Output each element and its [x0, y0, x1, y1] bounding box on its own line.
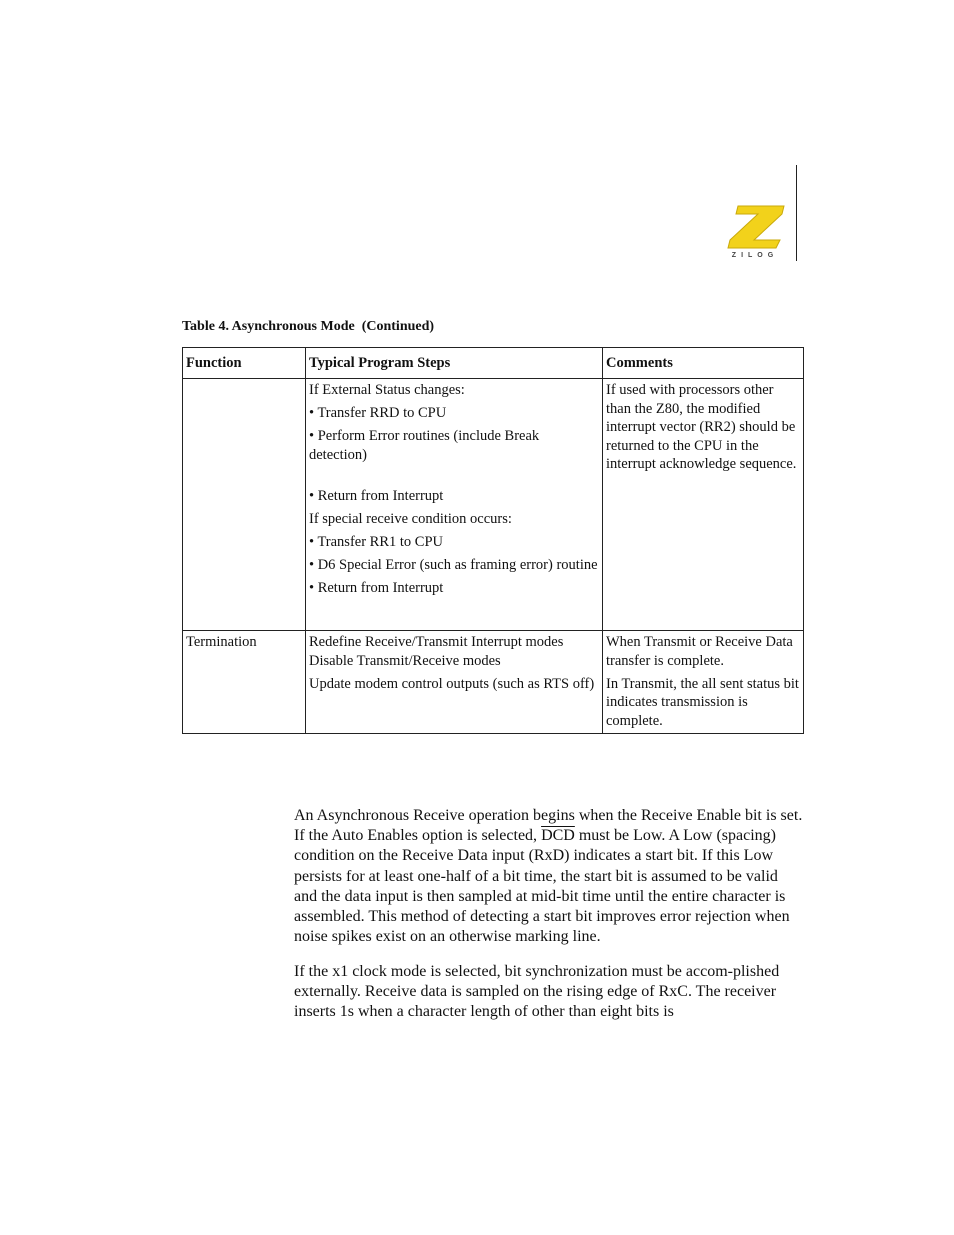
table-header-row — [183, 348, 804, 379]
table-row — [183, 379, 804, 631]
comment-line: In Transmit, the all sent status bit indicates transmission is complete. — [606, 675, 799, 729]
body-paragraph-clock: If the x1 clock mode is selected, bit synchronization must be accom-plished externally. Receive data is sampled on the rising edge of RxC. The receiver inserts 1s when a character length of other than eight bits is — [294, 963, 780, 1021]
paragraph-text: An Asynchronous Receive operation begins when the Receive Enable bit is set. If the Auto Enables option is selected, — [294, 807, 803, 845]
step-line: Update modem control outputs (such as RTS off) — [309, 675, 595, 692]
step-line: • Transfer RRD to CPU — [309, 405, 447, 421]
body-paragraph-receive — [294, 806, 804, 947]
steps-cell — [306, 379, 603, 631]
dcd-signal: $\overline{DCD}$ — [541, 827, 575, 845]
header-function: Function — [183, 348, 306, 379]
comments-cell — [603, 379, 804, 631]
step-line: • Transfer RR1 to CPU — [309, 533, 443, 550]
step-line: Redefine Receive/Transmit Interrupt modes Disable Transmit/Receive modes — [309, 634, 564, 669]
comment-line: When Transmit or Receive Data transfer is complete. — [606, 634, 793, 669]
header-rule — [796, 165, 797, 261]
zilog-logo-icon — [724, 202, 790, 264]
function-cell: Termination — [183, 631, 306, 734]
zilog-z-mark — [724, 202, 786, 250]
header-typical-program-steps: Typical Program Steps — [306, 348, 603, 379]
step-line: If special receive condition occurs: — [309, 510, 512, 527]
asynchronous-mode-table — [182, 347, 804, 734]
header-comments: Comments — [603, 348, 804, 379]
step-line: • D6 Special Error (such as framing error) routine — [309, 556, 598, 573]
table-caption: Table 4. Asynchronous Mode (Continued) — [182, 319, 435, 334]
step-line: • Return from Interrupt — [309, 579, 444, 596]
zilog-wordmark: ZILOG — [731, 252, 779, 259]
step-spacer — [309, 469, 599, 487]
function-cell — [183, 379, 306, 631]
table-row — [183, 631, 804, 734]
step-line: • Return from Interrupt — [309, 487, 444, 504]
paragraph-text: must be Low. A Low (spacing) condition on the Receive Data input (RxD) indicates a start bit. If this Low persists for at least one-half of a bit time, the start bit is assumed to be valid and the data input is then sampled at mid-bit time until the entire character is assembled. This method of detecting a start bit improves error rejection when noise spikes exist on an otherwise marking line. — [294, 827, 790, 946]
step-line: • Perform Error routines (include Break detection) — [309, 428, 540, 463]
comments-cell — [603, 631, 804, 734]
comment-line: If used with processors other than the Z80, the modified interrupt vector (RR2) should be returned to the CPU in the interrupt acknowledge sequence. — [606, 382, 797, 472]
step-line: If External Status changes: — [309, 382, 465, 398]
steps-cell — [306, 631, 603, 734]
